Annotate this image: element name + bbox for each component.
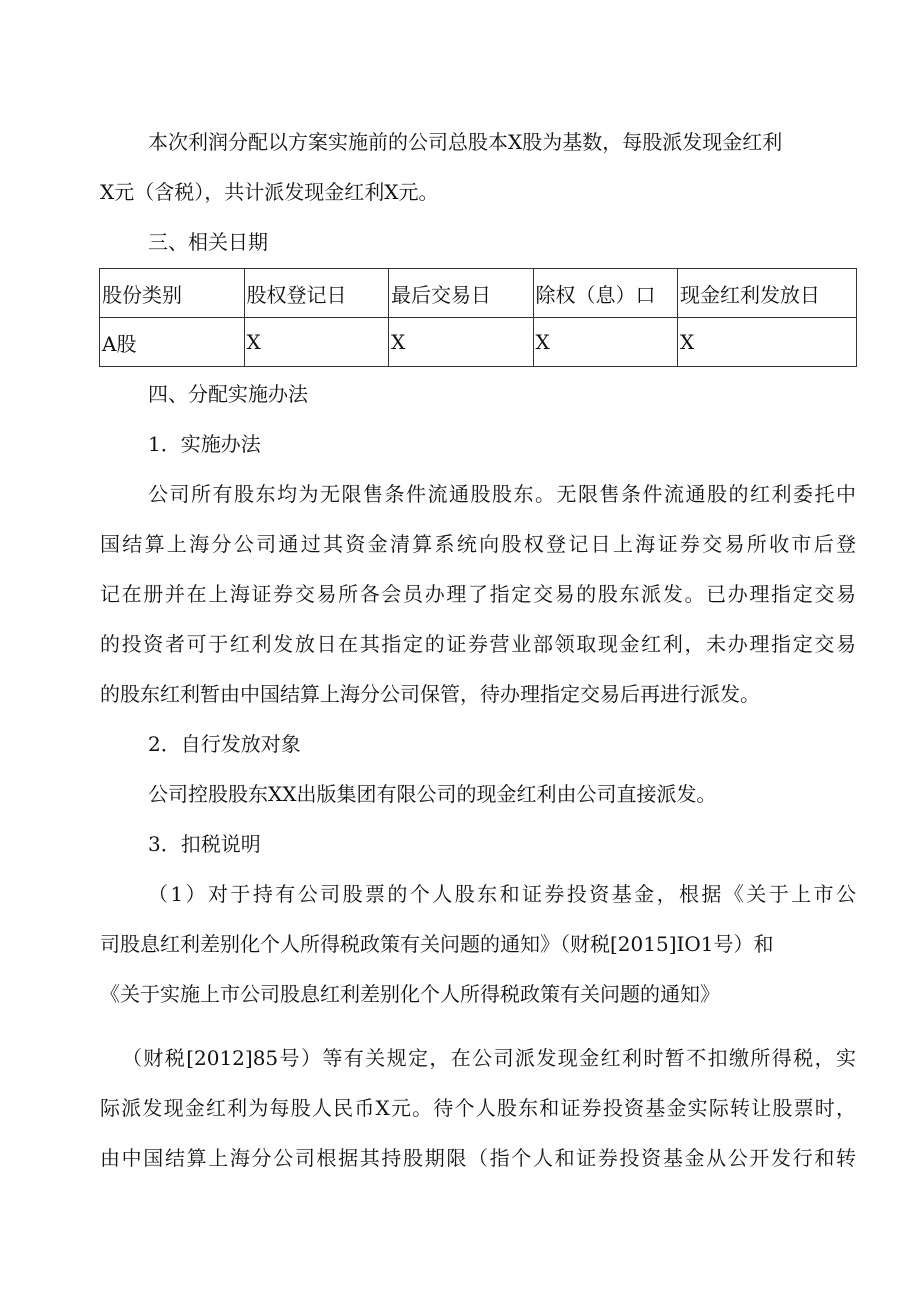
item-1-line-3: 记在册并在上海证券交易所各会员办理了指定交易的股东派发。已办理指定交易	[100, 582, 856, 606]
section-3-heading: 三、相关日期	[148, 230, 268, 254]
intro-line-2: X元（含税），共计派发现金红利X元。	[100, 180, 439, 204]
header-payment-date: 现金红利发放日	[678, 269, 857, 318]
cell-payment-date: X	[678, 318, 857, 367]
item-2-heading: 2．自行发放对象	[148, 732, 301, 756]
header-record-date: 股权登记日	[244, 269, 389, 318]
section-4-heading: 四、分配实施办法	[148, 382, 308, 406]
cell-record-date: X	[244, 318, 389, 367]
dates-table	[99, 268, 857, 367]
item-3-line-6: 由中国结算上海分公司根据其持股期限（指个人和证券投资基金从公开发行和转	[100, 1146, 856, 1170]
item-2-text: 公司控股股东XX出版集团有限公司的现金红利由公司直接派发。	[148, 782, 717, 806]
intro-line-1: 本次利润分配以方案实施前的公司总股本X股为基数，每股派发现金红利	[148, 130, 783, 154]
cell-last-trading-date: X	[389, 318, 534, 367]
cell-ex-dividend-date: X	[533, 318, 678, 367]
header-last-trading-date: 最后交易日	[389, 269, 534, 318]
item-3-line-3: 《关于实施上市公司股息红利差别化个人所得税政策有关问题的通知》	[100, 982, 720, 1006]
cell-share-type: A股	[100, 318, 245, 367]
item-3-heading: 3．扣税说明	[148, 832, 261, 856]
item-3-line-4: （财税[2012]85号）等有关规定，在公司派发现金红利时暂不扣缴所得税，实	[122, 1046, 856, 1070]
item-3-line-2: 司股息红利差别化个人所得税政策有关问题的通知》（财税[2015]IO1号）和	[100, 932, 774, 956]
item-1-line-4: 的投资者可于红利发放日在其指定的证券营业部领取现金红利，未办理指定交易	[100, 632, 856, 656]
header-ex-dividend-date: 除权（息）口	[533, 269, 678, 318]
item-1-line-1: 公司所有股东均为无限售条件流通股股东。无限售条件流通股的红利委托中	[148, 482, 856, 506]
table-row	[100, 318, 857, 367]
item-1-heading: 1．实施办法	[148, 432, 261, 456]
item-1-line-2: 国结算上海分公司通过其资金清算系统向股权登记日上海证券交易所收市后登	[100, 532, 856, 556]
item-3-line-1: （1）对于持有公司股票的个人股东和证券投资基金，根据《关于上市公	[148, 882, 856, 906]
item-1-line-5: 的股东红利暂由中国结算上海分公司保管，待办理指定交易后再进行派发。	[100, 682, 760, 706]
header-share-type: 股份类别	[100, 269, 245, 318]
table-header-row	[100, 269, 857, 318]
item-3-line-5: 际派发现金红利为每股人民币X元。待个人股东和证券投资基金实际转让股票时，	[100, 1096, 856, 1120]
